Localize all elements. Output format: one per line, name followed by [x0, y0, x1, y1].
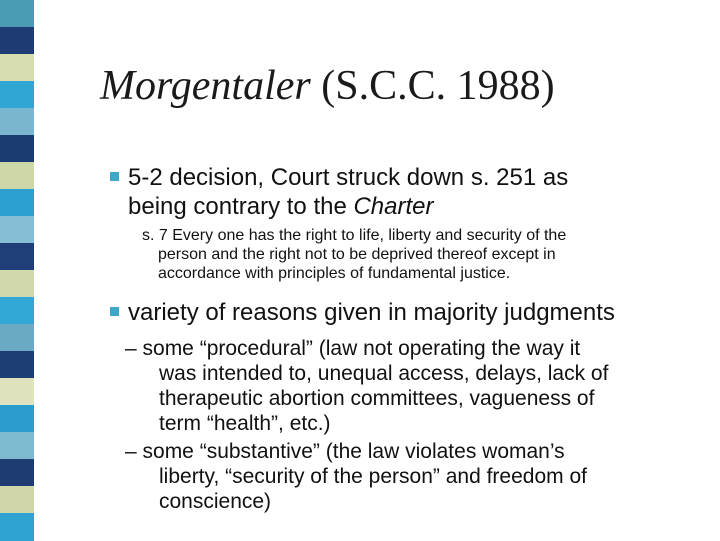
stripe-segment: [0, 135, 34, 163]
stripe-segment: [0, 351, 34, 379]
quote-line-3: accordance with principles of fundamental justice.: [158, 265, 511, 282]
procedural-line-2: was intended to, unequal access, delays, lack of: [159, 362, 609, 385]
stripe-segment: [0, 216, 34, 244]
bullet-reasons: [110, 298, 700, 327]
slide-title: [100, 62, 555, 110]
title-citation: (S.C.C. 1988): [310, 63, 555, 109]
substantive-line-3: conscience): [159, 490, 272, 513]
stripe-segment: [0, 405, 34, 433]
sub-bullet-procedural: [125, 336, 608, 436]
bullet-decision-line-2-text: being contrary to the: [128, 193, 354, 220]
title-case-name: Morgentaler: [100, 63, 311, 109]
square-bullet-icon: [110, 307, 119, 316]
stripe-segment: [0, 459, 34, 487]
stripe-segment: [0, 27, 34, 55]
stripe-segment: [0, 432, 34, 460]
stripe-segment: [0, 513, 34, 541]
stripe-segment: [0, 81, 34, 109]
sub-bullet-substantive: [125, 439, 587, 514]
square-bullet-icon: [110, 172, 119, 181]
bullet-reasons-line-1: variety of reasons given in majority judgments: [128, 299, 615, 326]
stripe-segment: [0, 243, 34, 271]
bullet-decision-line-2: [128, 192, 670, 221]
procedural-line-3: therapeutic abortion committees, vagueness of: [159, 387, 595, 410]
stripe-segment: [0, 324, 34, 352]
charter-italic: Charter: [353, 193, 434, 220]
decorative-stripe-bar: [0, 0, 34, 540]
stripe-segment: [0, 54, 34, 82]
substantive-line-2: liberty, “security of the person” and freedom of: [159, 465, 587, 488]
substantive-line-1: – some “substantive” (the law violates woman’s: [125, 440, 565, 463]
stripe-segment: [0, 270, 34, 298]
stripe-segment: [0, 108, 34, 136]
procedural-line-4: term “health”, etc.): [159, 412, 331, 435]
stripe-segment: [0, 162, 34, 190]
quote-line-1: s. 7 Every one has the right to life, liberty and security of the: [142, 227, 567, 244]
stripe-segment: [0, 189, 34, 217]
procedural-line-1: – some “procedural” (law not operating the way it: [125, 337, 581, 360]
stripe-segment: [0, 0, 34, 28]
bullet-decision-line-1: 5-2 decision, Court struck down s. 251 as: [128, 164, 569, 191]
stripe-segment: [0, 378, 34, 406]
stripe-segment: [0, 297, 34, 325]
section-7-quote: [142, 226, 566, 283]
stripe-segment: [0, 486, 34, 514]
quote-line-2: person and the right not to be deprived thereof except in: [158, 246, 556, 263]
bullet-decision: [110, 163, 670, 221]
